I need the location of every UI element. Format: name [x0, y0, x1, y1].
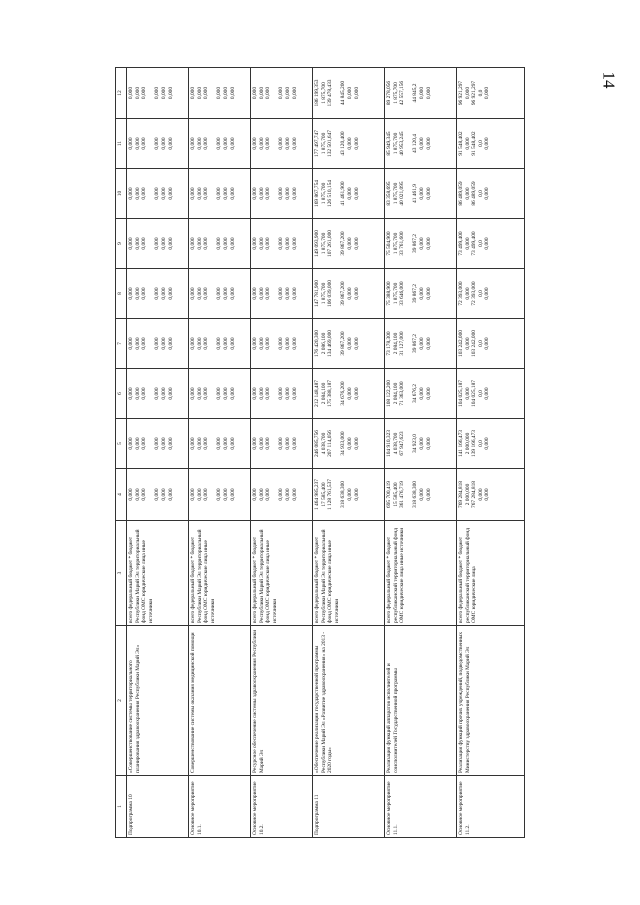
- value-cell: 176 420,300 2 086,100 134 469,000 39 867,200 0,000 0,000: [313, 319, 385, 369]
- table-row: [313, 68, 385, 838]
- value-cell: 0,000 0,000 0,000 0,000 0,000 0,000: [127, 169, 189, 219]
- value-cell: 75 388,900 1 875,700 33 646,000 39 867,2 0,000 0,000: [385, 269, 457, 319]
- value-cell: 0,000 0,000 0,000 0,000 0,000 0,000: [189, 269, 251, 319]
- header-cell: 7: [116, 319, 127, 369]
- item-name-cell: Совершенствование системы оказания медицинской помощи: [189, 626, 251, 776]
- value-cell: 0,000 0,000 0,000 0,000 0,000 0,000: [127, 419, 189, 469]
- header-cell: 11: [116, 119, 127, 169]
- header-cell: 5: [116, 419, 127, 469]
- header-cell: 3: [116, 521, 127, 626]
- table-row: [189, 68, 251, 838]
- value-cell: 104 910,323 4 038,700 67 947,623 34 923,0 0,000 0,000: [385, 419, 457, 469]
- budget-table: [115, 67, 525, 838]
- funding-source-cell: всего федеральный бюджет * бюджет Республики Марий Эл территориальный фонд ОМС юридические лица иные источники: [313, 521, 385, 626]
- value-cell: 0,000 0,000 0,000 0,000 0,000 0,000: [189, 119, 251, 169]
- value-cell: 169 867,754 1 875,700 126 510,154 41 461,900 0,000 0,000: [313, 169, 385, 219]
- value-cell: 0,000 0,000 0,000 0,000 0,000 0,000: [127, 469, 189, 521]
- value-cell: 1 464 985,237 17 585,400 1 128 761,537 318 638,300 0,000 0,000: [313, 469, 385, 521]
- funding-source-cell: всего федеральный бюджет * бюджет республиканский территориальный фонд ОМС юридические лица: [457, 521, 525, 626]
- value-cell: 0,000 0,000 0,000 0,000 0,000 0,000: [251, 319, 313, 369]
- value-cell: 86 489,059 0,000 86 489,059 0,0 0,000: [457, 169, 525, 219]
- value-cell: 0,000 0,000 0,000 0,000 0,000 0,000: [251, 119, 313, 169]
- item-code-cell: Подпрограмма 10: [127, 776, 189, 838]
- value-cell: 72 393,000 0,000 72 393,000 0,0 0,000: [457, 269, 525, 319]
- value-cell: 0,000 0,000 0,000 0,000 0,000 0,000: [127, 269, 189, 319]
- value-cell: 147 781,900 1 875,700 106 039,000 39 867,200 0,000 0,000: [313, 269, 385, 319]
- item-name-cell: Реализация функций прочих учреждений, подведомственных Министерству здравоохранения Республики Марий Эл: [457, 626, 525, 776]
- table-row: [127, 68, 189, 838]
- value-cell: 91 548,402 0,000 91 548,402 0,0 0,000: [457, 119, 525, 169]
- item-name-cell: «Обеспечение реализации государственной программы Республики Марий Эл «Развитие здравоохранения» на 2013 - 2020 годы»: [313, 626, 385, 776]
- value-cell: 108 122,200 2 084,100 71 363,000 34 676,2 0,000 0,000: [385, 369, 457, 419]
- value-cell: 104 025,187 0,000 104 025,187 0,0 0,000: [457, 369, 525, 419]
- table-body: [127, 68, 525, 838]
- value-cell: 85 949,345 1 875,700 40 953,245 43 120,4 0,000 0,000: [385, 119, 457, 169]
- value-cell: 149 093,900 1 875,700 107 261,000 39 867,200 0,000 0,000: [313, 219, 385, 269]
- value-cell: 212 148,487 2 084,100 175 388,187 34 676,200 0,000 0,000: [313, 369, 385, 419]
- header-cell: 12: [116, 68, 127, 119]
- header-cell: 10: [116, 169, 127, 219]
- header-cell: 8: [116, 269, 127, 319]
- value-cell: 0,000 0,000 0,000 0,000 0,000 0,000: [251, 169, 313, 219]
- value-cell: 0,000 0,000 0,000 0,000 0,000 0,000: [189, 219, 251, 269]
- value-cell: 246 085,756 4 038,700 207 114,056 34 933,000 0,000 0,000: [313, 419, 385, 469]
- item-name-cell: Ресурсное обеспечение системы здравоохранения Республики Марий Эл: [251, 626, 313, 776]
- value-cell: 769 284,818 2 000,000 767 284,818 0,000 0,000: [457, 469, 525, 521]
- header-cell: 4: [116, 469, 127, 521]
- value-cell: 141 166,473 2 000,000 139 166,473 0,0 0,000: [457, 419, 525, 469]
- rotated-table-container: [115, 68, 520, 838]
- value-cell: 0,000 0,000 0,000 0,000 0,000 0,000: [127, 68, 189, 119]
- value-cell: 0,000 0,000 0,000 0,000 0,000 0,000: [251, 419, 313, 469]
- value-cell: 83 358,695 1 875,700 40 021,095 41 461,9 0,000 0,000: [385, 169, 457, 219]
- item-code-cell: Подпрограмма 11: [313, 776, 385, 838]
- table-row: [251, 68, 313, 838]
- value-cell: 0,000 0,000 0,000 0,000 0,000 0,000: [189, 469, 251, 521]
- value-cell: 0,000 0,000 0,000 0,000 0,000 0,000: [251, 68, 313, 119]
- item-code-cell: Основное мероприятие 10.1.: [189, 776, 251, 838]
- header-cell: 9: [116, 219, 127, 269]
- value-cell: 73 499,400 0,000 73 499,400 0,0 0,000: [457, 219, 525, 269]
- value-cell: 96 921,297 0,000 96 921,297 0,0 0,000: [457, 68, 525, 119]
- value-cell: 0,000 0,000 0,000 0,000 0,000 0,000: [189, 169, 251, 219]
- value-cell: 0,000 0,000 0,000 0,000 0,000 0,000: [251, 369, 313, 419]
- value-cell: 75 504,900 1 875,700 33 761,600 39 867,2 0,000 0,000: [385, 219, 457, 269]
- value-cell: 0,000 0,000 0,000 0,000 0,000 0,000: [251, 269, 313, 319]
- value-cell: 73 178,300 2 084,100 31 127,000 39 867,2 0,000 0,000: [385, 319, 457, 369]
- page-number: 14: [599, 71, 619, 89]
- value-cell: 0,000 0,000 0,000 0,000 0,000 0,000: [189, 68, 251, 119]
- header-cell: 2: [116, 626, 127, 776]
- value-cell: 0,000 0,000 0,000 0,000 0,000 0,000: [189, 419, 251, 469]
- value-cell: 89 278,056 1 875,700 42 557,156 44 845,2 0,000 0,000: [385, 68, 457, 119]
- item-code-cell: Основное мероприятие 10.2.: [251, 776, 313, 838]
- table-row: [385, 68, 457, 838]
- value-cell: 103 242,000 0,000 103 242,000 0,0 0,000: [457, 319, 525, 369]
- item-name-cell: «Совершенствование системы территориального планирования здравоохранения Республики Марий Эл»: [127, 626, 189, 776]
- funding-source-cell: всего федеральный бюджет * бюджет республиканский территориальный фонд ОМС юридические лица иные источники: [385, 521, 457, 626]
- value-cell: 0,000 0,000 0,000 0,000 0,000 0,000: [189, 319, 251, 369]
- item-code-cell: Основное мероприятие 11.1.: [385, 776, 457, 838]
- table-row: [457, 68, 525, 838]
- value-cell: 0,000 0,000 0,000 0,000 0,000 0,000: [251, 469, 313, 521]
- value-cell: 0,000 0,000 0,000 0,000 0,000 0,000: [127, 119, 189, 169]
- value-cell: 0,000 0,000 0,000 0,000 0,000 0,000: [127, 319, 189, 369]
- value-cell: 0,000 0,000 0,000 0,000 0,000 0,000: [189, 369, 251, 419]
- header-cell: 6: [116, 369, 127, 419]
- funding-source-cell: всего федеральный бюджет * бюджет Республики Марий Эл территориальный фонд ОМС юридические лица иные источники: [189, 521, 251, 626]
- header-row: [116, 68, 127, 838]
- header-cell: 1: [116, 776, 127, 838]
- value-cell: 177 497,747 1 875,700 132 501,647 43 120,400 0,000 0,000: [313, 119, 385, 169]
- funding-source-cell: всего федеральный бюджет * бюджет Республики Марий Эл территориальный фонд ОМС юридические лица иные источники: [127, 521, 189, 626]
- value-cell: 695 700,419 15 585,400 361 476,719 318 638,300 0,000 0,000: [385, 469, 457, 521]
- item-name-cell: Реализация функций аппаратов исполнителей и соисполнителей Государственной программы: [385, 626, 457, 776]
- value-cell: 0,000 0,000 0,000 0,000 0,000 0,000: [251, 219, 313, 269]
- value-cell: 0,000 0,000 0,000 0,000 0,000 0,000: [127, 369, 189, 419]
- value-cell: 0,000 0,000 0,000 0,000 0,000 0,000: [127, 219, 189, 269]
- value-cell: 186 199,353 1 875,700 139 478,433 44 845,200 0,000 0,000: [313, 68, 385, 119]
- funding-source-cell: всего федеральный бюджет * бюджет Республики Марий Эл территориальный фонд ОМС юридические лица иные источники: [251, 521, 313, 626]
- item-code-cell: Основное мероприятие 11.2.: [457, 776, 525, 838]
